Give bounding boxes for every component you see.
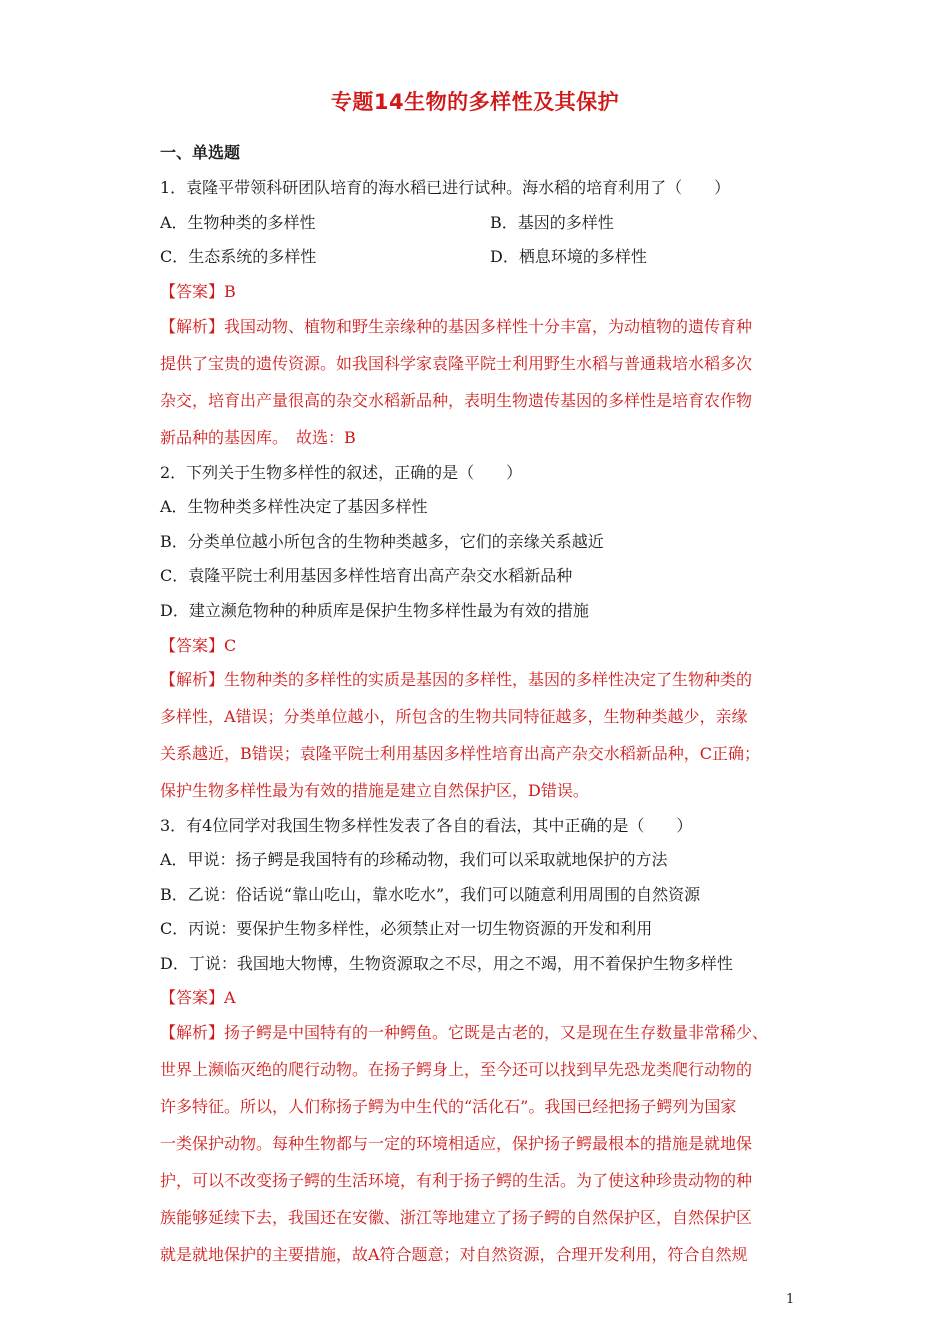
answer-value: C: [224, 636, 237, 655]
question-3-explanation-line: 世界上濒临灭绝的爬行动物。在扬子鳄身上，至今还可以找到早先恐龙类爬行动物的: [160, 1060, 753, 1079]
question-3-option-b: B．乙说：俗话说“靠山吃山，靠水吃水”，我们可以随意利用周围的自然资源: [160, 885, 701, 904]
question-1-stem: 1．袁隆平带领科研团队培育的海水稻已进行试种。海水稻的培育利用了（ ）: [160, 178, 731, 197]
explanation-label: 【解析】: [160, 317, 225, 336]
question-1-option-d: D．栖息环境的多样性: [490, 247, 647, 266]
question-1-explanation-line: 杂交，培育出产量很高的杂交水稻新品种，表明生物遗传基因的多样性是培育农作物: [160, 391, 753, 410]
question-2-option-a: A．生物种类多样性决定了基因多样性: [160, 497, 428, 516]
answer-label: 【答案】: [160, 282, 225, 301]
question-2-explanation-line: 保护生物多样性最为有效的措施是建立自然保护区，D错误。: [160, 781, 589, 800]
section-heading: 一、单选题: [160, 143, 241, 162]
question-3-explanation-line: 就是就地保护的主要措施，故A符合题意；对自然资源，合理开发利用，符合自然规: [160, 1245, 748, 1264]
explanation-text: 扬子鳄是中国特有的一种鳄鱼。它既是古老的，又是现在生存数量非常稀少、: [224, 1023, 769, 1042]
question-3-explanation-line: 一类保护动物。每种生物都与一定的环境相适应，保护扬子鳄最根本的措施是就地保: [160, 1134, 753, 1153]
explanation-label: 【解析】: [160, 1023, 225, 1042]
question-1-option-c: C．生态系统的多样性: [160, 247, 317, 266]
answer-value: B: [224, 282, 236, 301]
question-3-stem: 3．有4位同学对我国生物多样性发表了各自的看法，其中正确的是（ ）: [160, 816, 693, 835]
question-2-stem: 2．下列关于生物多样性的叙述，正确的是（ ）: [160, 463, 523, 482]
question-1-explanation-line: 新品种的基因库。 故选：B: [160, 428, 356, 447]
question-2-explanation-line: 多样性，A错误；分类单位越小，所包含的生物共同特征越多，生物种类越少，亲缘: [160, 707, 748, 726]
question-2-answer: [160, 633, 236, 656]
question-3-explanation-line: 族能够延续下去，我国还在安徽、浙江等地建立了扬子鳄的自然保护区，自然保护区: [160, 1208, 753, 1227]
explanation-text: 生物种类的多样性的实质是基因的多样性，基因的多样性决定了生物种类的: [224, 670, 753, 689]
question-1-answer: [160, 279, 236, 302]
question-1-explanation-line: 提供了宝贵的遗传资源。如我国科学家袁隆平院士利用野生水稻与普通栽培水稻多次: [160, 354, 753, 373]
question-2-option-d: D．建立濒危物种的种质库是保护生物多样性最为有效的措施: [160, 601, 589, 620]
page-number: 1: [786, 1292, 795, 1307]
question-3-option-d: D．丁说：我国地大物博，生物资源取之不尽，用之不竭，用不着保护生物多样性: [160, 954, 733, 973]
answer-label: 【答案】: [160, 636, 225, 655]
question-2-explanation-line: 关系越近，B错误；袁隆平院士利用基因多样性培育出高产杂交水稻新品种，C正确；: [160, 744, 761, 763]
question-1-option-b: B．基因的多样性: [490, 213, 614, 232]
question-1-explanation-line: [160, 314, 790, 337]
question-2-option-b: B．分类单位越小所包含的生物种类越多，它们的亲缘关系越近: [160, 532, 604, 551]
question-3-option-c: C．丙说：要保护生物多样性，必须禁止对一切生物资源的开发和利用: [160, 919, 653, 938]
question-3-explanation-line: 护，可以不改变扬子鳄的生活环境，有利于扬子鳄的生活。为了使这种珍贵动物的种: [160, 1171, 753, 1190]
answer-label: 【答案】: [160, 988, 225, 1007]
question-3-option-a: A．甲说：扬子鳄是我国特有的珍稀动物，我们可以采取就地保护的方法: [160, 850, 668, 869]
question-1-option-a: A．生物种类的多样性: [160, 213, 316, 232]
question-2-explanation-line: [160, 667, 790, 690]
question-3-explanation-line: 许多特征。所以，人们称扬子鳄为中生代的“活化石”。我国已经把扬子鳄列为国家: [160, 1097, 737, 1116]
explanation-text: 我国动物、植物和野生亲缘种的基因多样性十分丰富，为动植物的遗传育种: [224, 317, 753, 336]
page-title: 专题14生物的多样性及其保护: [330, 90, 620, 114]
question-3-explanation-line: [160, 1020, 790, 1043]
question-2-option-c: C．袁隆平院士利用基因多样性培育出高产杂交水稻新品种: [160, 566, 573, 585]
explanation-label: 【解析】: [160, 670, 225, 689]
answer-value: A: [224, 988, 236, 1007]
question-3-answer: [160, 985, 236, 1008]
